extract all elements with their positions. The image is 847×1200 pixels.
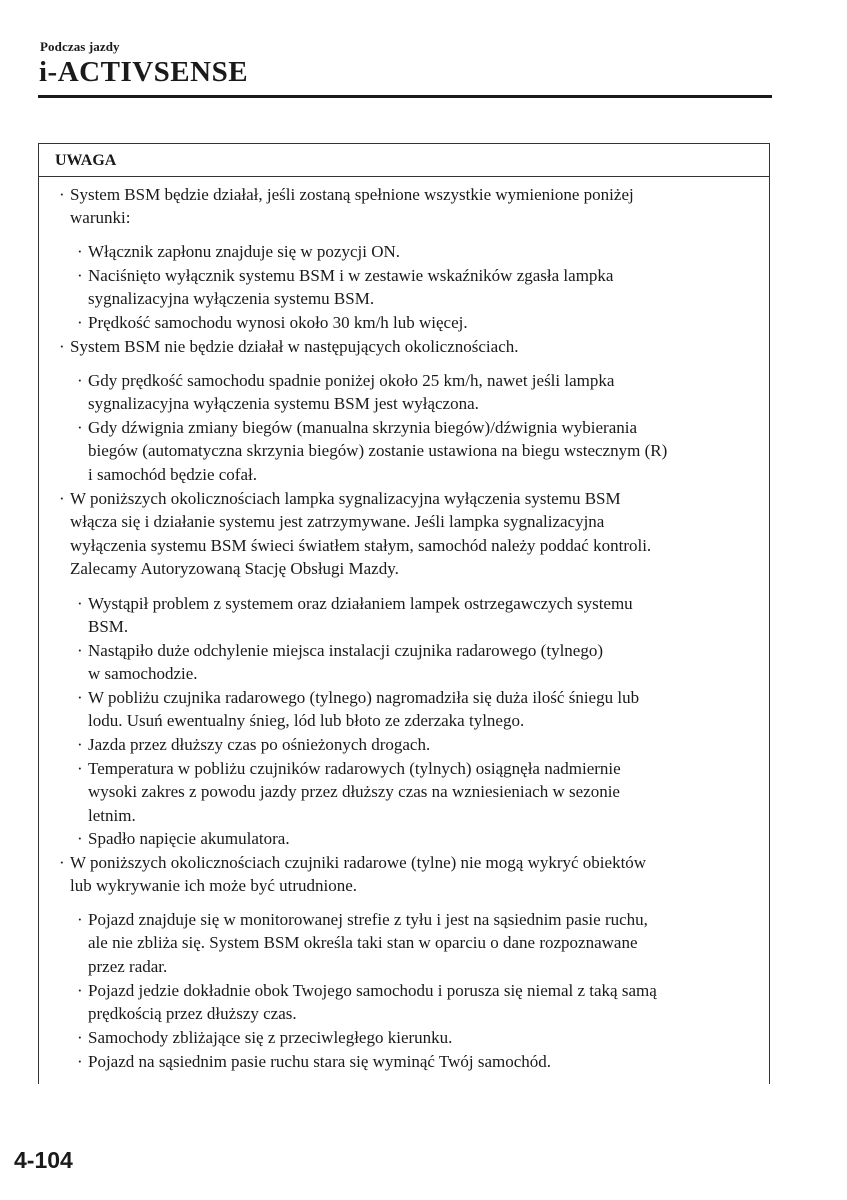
item-text: System BSM będzie działał, jeśli zostaną spełnione wszystkie wymienione poniżej warunki: xyxy=(70,185,634,228)
bullet-icon: · xyxy=(77,371,83,390)
list-item xyxy=(59,851,647,898)
list-item xyxy=(77,1026,453,1049)
list-item xyxy=(77,1050,552,1073)
list-item xyxy=(77,592,633,639)
list-item xyxy=(77,639,603,686)
bullet-icon: · xyxy=(77,910,83,929)
item-text: Jazda przez dłuższy czas po ośnieżonych drogach. xyxy=(88,735,431,754)
caution-box xyxy=(38,143,770,1084)
list-item xyxy=(77,686,640,733)
list-item xyxy=(77,416,668,486)
item-text: System BSM nie będzie działał w następujących okolicznościach. xyxy=(70,337,519,356)
list-item xyxy=(59,183,634,230)
section-label: Podczas jazdy xyxy=(40,39,120,54)
list-item xyxy=(77,757,621,827)
caution-header: UWAGA xyxy=(39,144,769,177)
list-item xyxy=(59,487,652,581)
item-text: Temperatura w pobliżu czujników radarowych (tylnych) osiągnęła nadmiernie wysoki zakres z powodu jazdy przez dłuższy czas na wzniesieniach w sezonie letnim. xyxy=(88,759,621,825)
item-text: Prędkość samochodu wynosi około 30 km/h lub więcej. xyxy=(88,313,468,332)
list-item xyxy=(77,264,614,311)
bullet-icon: · xyxy=(77,242,83,261)
bullet-icon: · xyxy=(59,853,65,872)
list-item xyxy=(77,311,468,334)
bullet-icon: · xyxy=(77,688,83,707)
bullet-icon: · xyxy=(59,185,65,204)
page-number: 4-104 xyxy=(14,1147,73,1173)
item-text: W pobliżu czujnika radarowego (tylnego) nagromadziła się duża ilość śniegu lub lodu. Usuń ewentualny śnieg, lód lub błoto ze zderzaka tylnego. xyxy=(88,688,640,731)
bullet-icon: · xyxy=(77,313,83,332)
item-text: W poniższych okolicznościach czujniki radarowe (tylne) nie mogą wykryć obiektów lub wykrywanie ich może być utrudnione. xyxy=(70,853,647,896)
list-item xyxy=(77,908,648,978)
item-text: Gdy dźwignia zmiany biegów (manualna skrzynia biegów)/dźwignia wybierania biegów (automatyczna skrzynia biegów) zostanie ustawiona na biegu wstecznym (R) i samochód będzie cofał. xyxy=(88,418,668,484)
item-text: Pojazd jedzie dokładnie obok Twojego samochodu i porusza się niemal z taką samą prędkością przez dłuższy czas. xyxy=(88,981,657,1024)
item-text: Pojazd znajduje się w monitorowanej strefie z tyłu i jest na sąsiednim pasie ruchu, ale nie zbliża się. System BSM określa taki stan w oparciu o dane rozpoznawane przez radar. xyxy=(88,910,648,976)
bullet-icon: · xyxy=(77,829,83,848)
item-text: Wystąpił problem z systemem oraz działaniem lampek ostrzegawczych systemu BSM. xyxy=(88,594,633,637)
bullet-icon: · xyxy=(77,594,83,613)
list-item xyxy=(77,369,615,416)
bullet-icon: · xyxy=(77,641,83,660)
list-item xyxy=(77,979,657,1026)
list-item xyxy=(77,827,290,850)
item-text: Spadło napięcie akumulatora. xyxy=(88,829,290,848)
bullet-icon: · xyxy=(77,759,83,778)
bullet-icon: · xyxy=(77,735,83,754)
bullet-icon: · xyxy=(59,489,65,508)
item-text: Naciśnięto wyłącznik systemu BSM i w zestawie wskaźników zgasła lampka sygnalizacyjna wyłączenia systemu BSM. xyxy=(88,266,614,309)
item-text: Gdy prędkość samochodu spadnie poniżej około 25 km/h, nawet jeśli lampka sygnalizacyjna wyłączenia systemu BSM jest wyłączona. xyxy=(88,371,615,414)
bullet-icon: · xyxy=(77,981,83,1000)
bullet-icon: · xyxy=(59,337,65,356)
bullet-icon: · xyxy=(77,1028,83,1047)
list-item xyxy=(77,733,431,756)
item-text: W poniższych okolicznościach lampka sygnalizacyjna wyłączenia systemu BSM włącza się i działanie systemu jest zatrzymywane. Jeśli lampka sygnalizacyjna wyłączenia systemu BSM świeci światłem stałym, samochód należy poddać kontroli. Zalecamy Autoryzowaną Stację Obsługi Mazdy. xyxy=(70,489,652,579)
bullet-icon: · xyxy=(77,1052,83,1071)
item-text: Nastąpiło duże odchylenie miejsca instalacji czujnika radarowego (tylnego) w samochodzie. xyxy=(88,641,603,684)
bullet-icon: · xyxy=(77,266,83,285)
item-text: Samochody zbliżające się z przeciwległego kierunku. xyxy=(88,1028,453,1047)
page-title: i-ACTIVSENSE xyxy=(39,56,249,88)
bullet-icon: · xyxy=(77,418,83,437)
list-item xyxy=(59,335,519,358)
item-text: Pojazd na sąsiednim pasie ruchu stara się wyminąć Twój samochód. xyxy=(88,1052,552,1071)
list-item xyxy=(77,240,401,263)
item-text: Włącznik zapłonu znajduje się w pozycji ON. xyxy=(88,242,401,261)
title-rule xyxy=(38,95,772,98)
